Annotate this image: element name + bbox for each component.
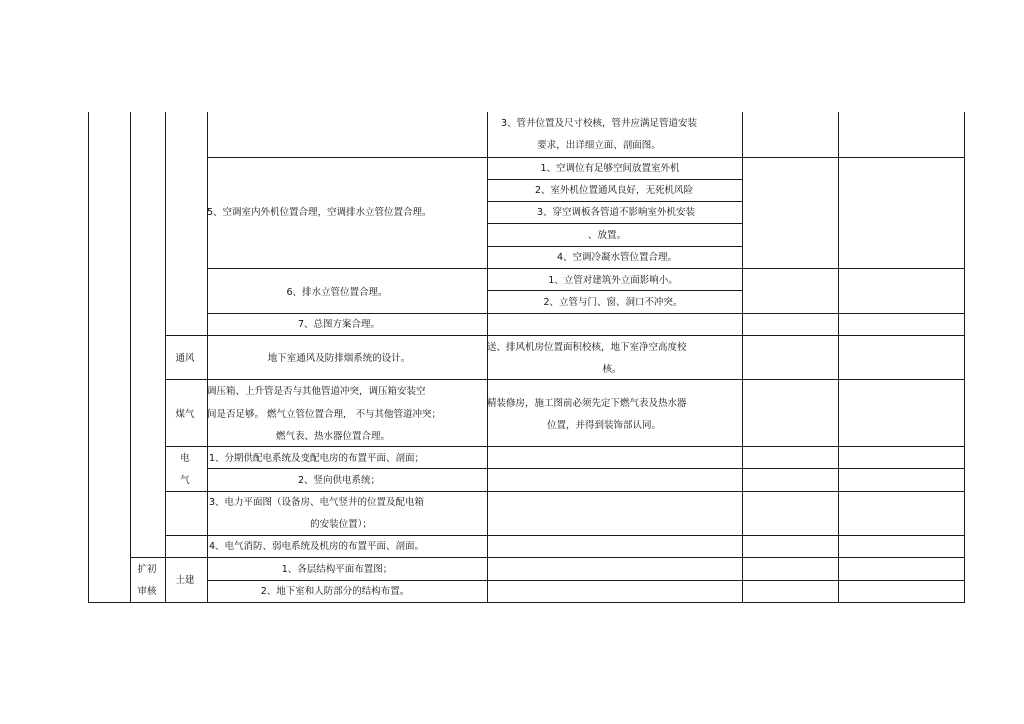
- pipe-well-check-cont: 要求，出详细立面、剖面图。: [537, 140, 661, 151]
- rule: [487, 223, 742, 224]
- rule: [165, 379, 964, 380]
- gas-check: 精装修房，施工图前必须先定下燃气表及热水器: [487, 398, 687, 409]
- rule: [165, 446, 964, 447]
- rule: [742, 157, 964, 158]
- site-plan-requirement: 7、总图方案合理。: [297, 319, 381, 330]
- rule: [165, 491, 964, 492]
- ac-check-3-cont: 、放置。: [587, 230, 627, 241]
- structure-item-2: 2、地下室和人防部分的结构布置。: [260, 586, 410, 597]
- ventilation-discipline: 通风: [175, 353, 195, 364]
- rule: [165, 335, 964, 336]
- rule: [207, 313, 964, 314]
- electrical-item-2: 2、竖向供电系统；: [297, 475, 381, 486]
- rule: [207, 580, 964, 581]
- rule: [88, 602, 965, 603]
- stage-label-1: 扩初: [137, 564, 157, 575]
- ventilation-check: 送、排风机房位置面积校核，地下室净空高度校: [487, 342, 687, 353]
- rule: [207, 268, 964, 269]
- rule: [487, 290, 742, 291]
- structure-discipline: 土建: [175, 575, 195, 586]
- electrical-discipline-2: 气: [180, 475, 190, 486]
- rule: [207, 112, 208, 603]
- electrical-item-3-cont: 的安装位置）；: [310, 519, 372, 530]
- ac-check-4: 4、空调冷凝水管位置合理。: [556, 252, 678, 263]
- ventilation-requirement: 地下室通风及防排烟系统的设计。: [267, 353, 411, 364]
- gas-discipline: 煤气: [175, 409, 195, 420]
- structure-item-1: 1、各层结构平面布置图；: [281, 564, 393, 575]
- rule: [207, 468, 964, 469]
- drain-requirement: 6、排水立管位置合理。: [286, 287, 388, 298]
- rule: [487, 201, 742, 202]
- rule: [165, 112, 166, 603]
- rule: [487, 112, 488, 603]
- gas-requirement-1: 调压箱、上升管是否与其他管道冲突，调压箱安装空: [207, 386, 426, 397]
- rule: [487, 179, 742, 180]
- ac-check-2: 2、室外机位置通风良好，无死机风险: [534, 185, 694, 196]
- electrical-item-3: 3、电力平面图（设备房、电气竖井的位置及配电箱: [209, 497, 425, 508]
- electrical-discipline-1: 电: [180, 453, 190, 464]
- rule: [130, 112, 131, 603]
- rule: [487, 246, 742, 247]
- rule: [964, 112, 965, 603]
- electrical-item-1: 1、分期供配电系统及变配电房的布置平面、剖面；: [209, 453, 425, 464]
- drain-check-1: 1、立管对建筑外立面影响小。: [548, 275, 678, 286]
- rule: [838, 112, 839, 603]
- ventilation-check-cont: 核。: [602, 364, 622, 375]
- stage-label-2: 审核: [137, 586, 157, 597]
- gas-requirement-2: 间是否足够。 燃气立管位置合理， 不与其他管道冲突；: [207, 409, 442, 420]
- rule: [207, 157, 742, 158]
- pipe-well-check: 3、管井位置及尺寸校核，管井应满足管道安装: [500, 118, 698, 129]
- rule: [742, 112, 743, 603]
- ac-check-3: 3、穿空调板各管道不影响室外机安装: [536, 207, 696, 218]
- electrical-item-4: 4、电气消防、弱电系统及机房的布置平面、剖面。: [209, 541, 425, 552]
- gas-requirement-3: 燃气表、热水器位置合理。: [275, 431, 391, 442]
- ac-check-1: 1、空调位有足够空间放置室外机: [540, 163, 680, 174]
- gas-check-cont: 位置，并得到装饰部认同。: [546, 420, 662, 431]
- drain-check-2: 2、立管与门、窗、洞口不冲突。: [543, 297, 683, 308]
- rule: [88, 112, 89, 603]
- ac-unit-requirement: 5、空调室内外机位置合理，空调排水立管位置合理。: [207, 207, 432, 218]
- rule: [165, 535, 964, 536]
